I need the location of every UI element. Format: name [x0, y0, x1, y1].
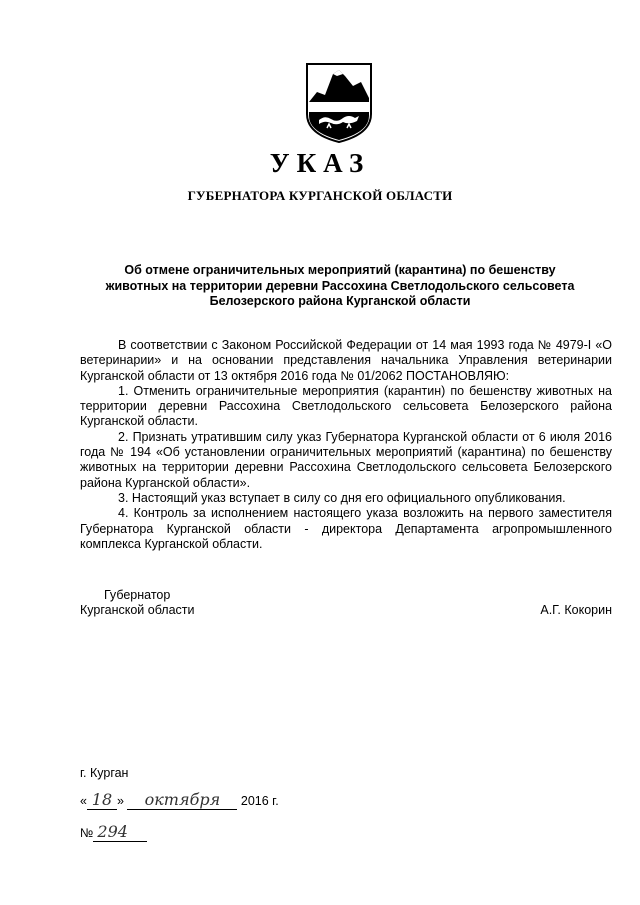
signatory-position-line: Курганской области: [80, 603, 195, 618]
decree-heading: [80, 263, 600, 310]
decree-item-1: 1. Отменить ограничительные мероприятия (карантин) по бешенству животных на территории деревни Рассохина Светлодольского сельсовета Белозерского района Курганской области.: [80, 383, 612, 429]
number-label: №: [80, 826, 94, 840]
signatory-position: [80, 588, 195, 619]
decree-item-3: 3. Настоящий указ вступает в силу со дня его официального опубликования.: [118, 490, 566, 505]
decree-heading-line: Об отмене ограничительных мероприятий (карантина) по бешенству: [124, 263, 556, 277]
date-year: 2016 г.: [240, 794, 279, 808]
decree-preamble: В соответствии с Законом Российской Федерации от 14 мая 1993 года № 4979-I «О ветеринарии» и на основании представления начальника Управления ветеринарии Курганской области от 13 октября 2016 года № 01/2062 ПОСТАНОВЛЯЮ:: [80, 338, 612, 383]
document-title: УКАЗ: [269, 148, 371, 178]
decree-number: [80, 822, 147, 842]
issue-city: г. Курган: [80, 766, 129, 780]
decree-item-4: 4. Контроль за исполнением настоящего указа возложить на первого заместителя Губернатора Курганской области - директора Департамента агропромышленного комплекса Курганской области.: [80, 506, 612, 551]
date-close-quote: »: [116, 794, 124, 808]
date-day-handwritten: 18: [87, 790, 117, 810]
decree-heading-line: Белозерского района Курганской области: [209, 294, 471, 308]
date-month-handwritten: октября: [127, 790, 237, 810]
document-issuer: ГУБЕРНАТОРА КУРГАНСКОЙ ОБЛАСТИ: [187, 188, 453, 203]
signatory-position-line: Губернатор: [104, 588, 171, 602]
date-open-quote: «: [80, 794, 87, 808]
decree-item-2: 2. Признать утратившим силу указ Губернатора Курганской области от 6 июля 2016 года № 194 «Об установлении ограничительных мероприятий (карантина) по бешенству животных на территории деревни Рассохина Светлодольского сельсовета Белозерского района Курганской области».: [80, 429, 612, 490]
issue-date: [80, 790, 279, 814]
decree-heading-line: животных на территории деревни Рассохина Светлодольского сельсовета: [105, 278, 575, 293]
number-value-handwritten: 294: [93, 822, 147, 842]
decree-body: [80, 338, 612, 552]
kurgan-coat-of-arms-emblem: [303, 62, 375, 144]
signatory-name: А.Г. Кокорин: [540, 603, 612, 617]
